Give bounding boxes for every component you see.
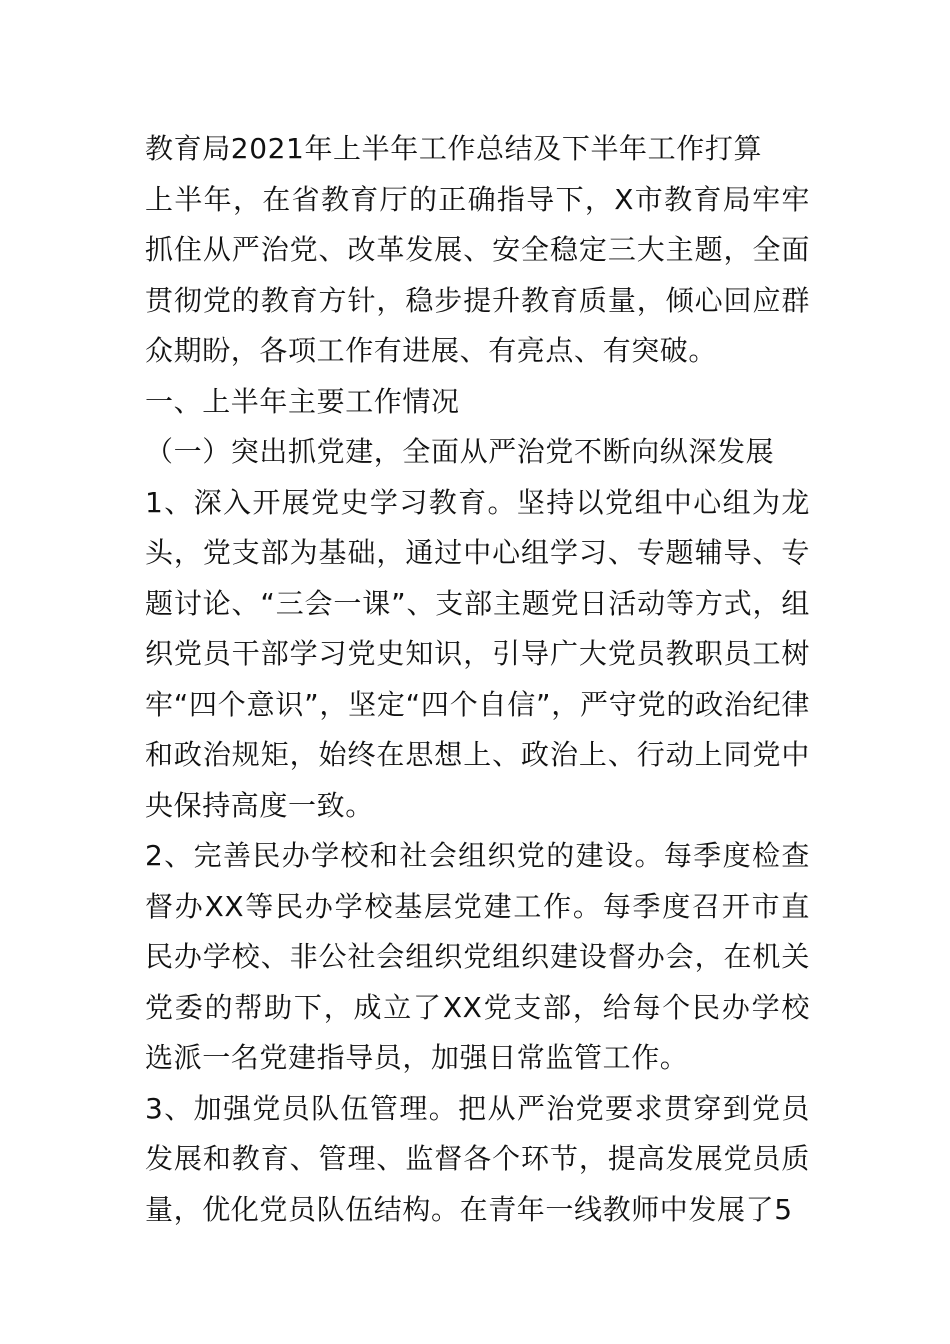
section-heading: 一、上半年主要工作情况 (145, 384, 460, 418)
paragraph-item-3: 3、加强党员队伍管理。把从严治党要求贯穿到党员发展和教育、管理、监督各个环节，提高发展党员质量，优化党员队伍结构。在青年一线教师中发展了5 (145, 1091, 810, 1226)
document-body (145, 124, 810, 1235)
paragraph-item-1: 1、深入开展党史学习教育。坚持以党组中心组为龙头，党支部为基础，通过中心组学习、专题辅导、专题讨论、“三会一课”、支部主题党日活动等方式，组织党员干部学习党史知识，引导广大党员教职员工树牢“四个意识”，坚定“四个自信”，严守党的政治纪律和政治规矩，始终在思想上、政治上、行动上同党中央保持高度一致。 (145, 485, 810, 822)
intro-paragraph: 上半年，在省教育厅的正确指导下，X市教育局牢牢抓住从严治党、改革发展、安全稳定三大主题，全面贯彻党的教育方针，稳步提升教育质量，倾心回应群众期盼，各项工作有进展、有亮点、有突破。 (145, 182, 810, 367)
paragraph-item-2: 2、完善民办学校和社会组织党的建设。每季度检查督办XX等民办学校基层党建工作。每季度召开市直民办学校、非公社会组织党组织建设督办会，在机关党委的帮助下，成立了XX党支部，给每个民办学校选派一名党建指导员，加强日常监管工作。 (145, 839, 810, 1074)
document-title: 教育局2021年上半年工作总结及下半年工作打算 (145, 132, 763, 165)
subsection-heading: （一）突出抓党建，全面从严治党不断向纵深发展 (145, 435, 775, 468)
